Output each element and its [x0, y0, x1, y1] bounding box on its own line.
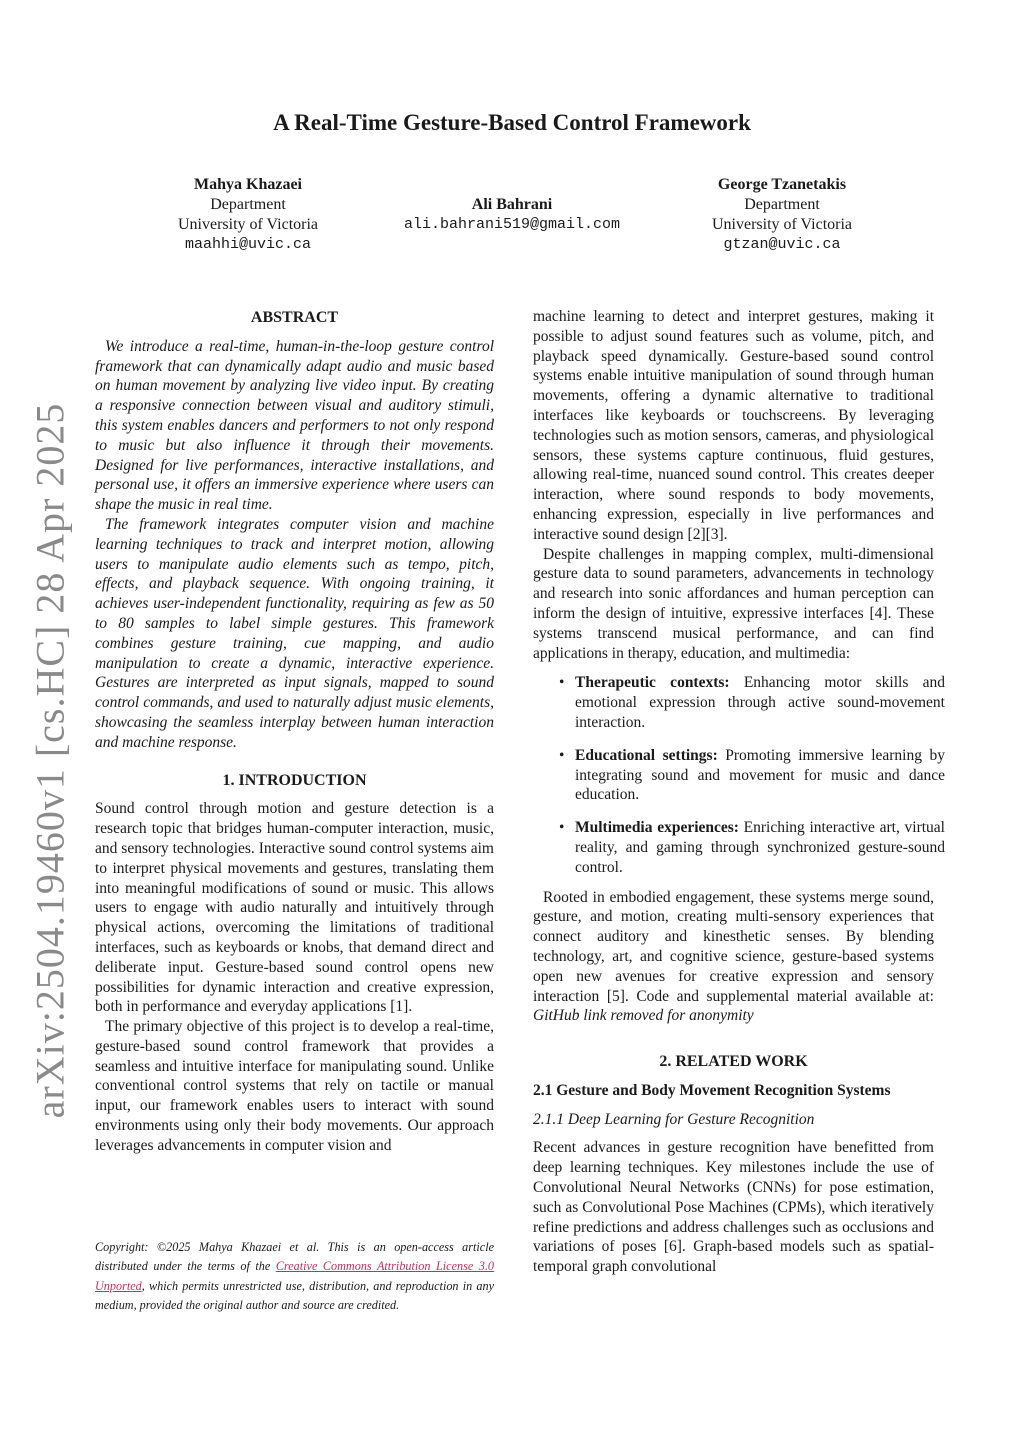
author-block	[680, 175, 884, 255]
author-name: Mahya Khazaei	[194, 176, 302, 193]
introduction-section	[95, 771, 494, 1156]
abstract-paragraph: The framework integrates computer vision and machine learning techniques to track and interpret motion, allowing users to manipulate audio elements such as tempo, pitch, effects, and playback sequence. With ongoing training, it achieves user-independent functionality, requiring as few as 50 to 80 samples to label simple gestures. This framework combines gesture training, cue mapping, and audio manipulation to create a dynamic, interactive experience. Gestures are interpreted as input signals, mapped to sound control commands, and used to naturally adjust music elements, showcasing the seamless interplay between human interaction and machine response.	[95, 515, 494, 751]
intro-paragraph	[533, 888, 934, 1027]
right-column	[533, 307, 946, 1277]
intro-paragraph: machine learning to detect and interpret gestures, making it possible to adjust sound features such as volume, pitch, and playback speed dynamically. Gesture-based sound control systems enable intuitive manipulation of sound through human movements, offering a dynamic alternative to traditional interfaces like keyboards or touchscreens. By leveraging technologies such as motion sensors, cameras, and physiological sensors, these systems capture continuous, fluid gestures, allowing real-time, nuanced sound control. This creates deeper interaction, where sound responds to body movements, enhancing expression, especially in live performances and interactive sound design [2][3].	[533, 308, 934, 543]
author-name: George Tzanetakis	[717, 176, 847, 193]
author-affiliation: University of Victoria	[177, 216, 319, 233]
intro-paragraph: Despite challenges in mapping complex, multi-dimensional gesture data to sound parameters, advancements in technology and research into sonic affordances and human perception can inform the design of intuitive, expressive interfaces [4]. These systems transcend musical performance, and can find applications in therapy, education, and multimedia:	[533, 545, 934, 662]
author-email[interactable]: ali.bahrani519@gmail.com	[403, 216, 621, 233]
list-item-text: Enriching interactive art, virtual reality, and gaming through synchronized gesture-sound control.	[575, 819, 945, 876]
author-department: Department	[744, 196, 820, 213]
abstract-heading: ABSTRACT	[250, 309, 339, 326]
list-item	[559, 746, 945, 805]
introduction-heading: 1. INTRODUCTION	[222, 771, 367, 789]
arxiv-stamp	[20, 402, 80, 1118]
author-affiliation: University of Victoria	[711, 216, 853, 233]
list-item-label: Multimedia experiences:	[575, 819, 739, 837]
subsubsection-heading: 2.1.1 Deep Learning for Gesture Recognition	[533, 1110, 815, 1128]
abstract-section	[95, 308, 494, 753]
copyright-footnote	[95, 1238, 494, 1316]
copyright-text: Copyright: ©2025 Mahya Khazaei et al. This is an open-access article distributed under the terms of the	[95, 1240, 494, 1274]
list-item	[559, 673, 945, 732]
bullet-icon: •	[559, 746, 565, 764]
paper-title: A Real-Time Gesture-Based Control Framework	[273, 110, 751, 135]
left-column	[95, 308, 494, 1156]
bullet-icon: •	[559, 819, 565, 837]
license-link[interactable]: Creative Commons Attribution License 3.0 Unported	[95, 1259, 495, 1293]
author-email[interactable]: gtzan@uvic.ca	[723, 236, 841, 253]
author-block	[148, 175, 348, 255]
intro-paragraph-text: Rooted in embodied engagement, these systems merge sound, gesture, and motion, creating multi-sensory experiences that connect auditory and kinesthetic senses. By blending technology, art, and cognitive science, gesture-based systems open new avenues for creative expression and sensory interaction [5]. Code and supplemental material available at:	[533, 888, 934, 1005]
copyright-text-end: , which permits unrestricted use, distribution, and reproduction in any medium, provided the original author and source are credited.	[95, 1278, 494, 1313]
subsection-heading: 2.1 Gesture and Body Movement Recognition Systems	[533, 1081, 891, 1099]
application-list	[533, 673, 946, 877]
related-work-heading: 2. RELATED WORK	[659, 1053, 808, 1071]
github-link-note: GitHub link removed for anonymity	[533, 1007, 754, 1025]
related-work-section	[533, 1052, 934, 1277]
bullet-icon: •	[559, 674, 565, 692]
intro-paragraph: Sound control through motion and gesture detection is a research topic that bridges human-computer interaction, music, and sensory technologies. Interactive sound control systems aim to interpret physical movements and gestures, translating them into meaningful modifications of sound or music. This allows users to engage with audio naturally and intuitively through physical actions, overcoming the limitations of traditional interfaces, such as keyboards or knobs, that demand direct and deliberate input. Gesture-based sound control opens new possibilities for dynamic interaction and creative expression, both in performance and everyday applications [1].	[95, 800, 494, 1016]
list-item-text: Promoting immersive learning by integrating sound and movement for music and dance education.	[575, 746, 945, 804]
arxiv-id: arXiv:2504.19460v1 [cs.HC] 28 Apr 2025	[27, 402, 73, 1118]
list-item-label: Educational settings:	[575, 746, 718, 764]
list-item-label: Therapeutic contexts:	[575, 674, 730, 692]
author-department: Department	[210, 196, 286, 213]
intro-paragraph: The primary objective of this project is to develop a real-time, gesture-based sound control framework that provides a seamless and intuitive interface for manipulating sound. Unlike conventional control systems that rely on tactile or manual input, our framework enables users to interact with sound environments using only their body movements. Our approach leverages advancements in computer vision and	[95, 1018, 494, 1154]
author-block	[380, 195, 644, 235]
author-name: Ali Bahrani	[471, 196, 553, 213]
list-item	[559, 818, 945, 877]
author-email[interactable]: maahhi@uvic.ca	[184, 236, 312, 253]
list-item-text: Enhancing motor skills and emotional expression through active sound-movement interaction.	[575, 674, 946, 731]
abstract-paragraph: We introduce a real-time, human-in-the-loop gesture control framework that can dynamically adapt audio and music based on human movement by analyzing live video input. By creating a responsive connection between visual and auditory stimuli, this system enables dancers and performers to not only respond to music but also influence it through their movements. Designed for live performances, interactive installations, and personal use, it offers an immersive experience where users can shape the music in real time.	[95, 337, 494, 514]
related-paragraph: Recent advances in gesture recognition have benefitted from deep learning techniques. Key milestones include the use of Convolutional Neural Networks (CNNs) for pose estimation, such as Convolutional Pose Machines (CPMs), which iteratively refine predictions and address challenges such as occlusions and variations of poses [6]. Graph-based models such as spatial-temporal graph convolutional	[533, 1139, 934, 1276]
